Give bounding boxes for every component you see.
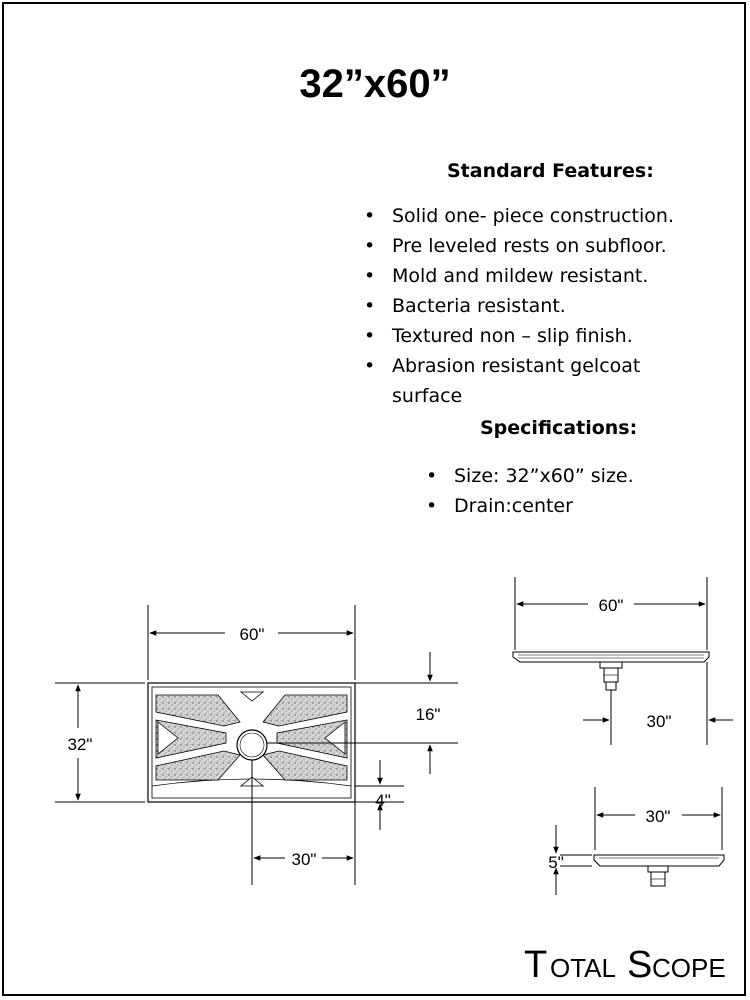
plan-depth-label: 32" — [67, 735, 93, 754]
specifications-heading: Specifications: — [480, 417, 638, 439]
bullet-icon: • — [364, 265, 376, 287]
bullet-icon: • — [426, 495, 438, 517]
feature-item: • Abrasion resistant gelcoat surface — [362, 351, 682, 411]
side-long-width-label: 60" — [598, 596, 624, 615]
side-short-height-label: 5" — [548, 853, 564, 872]
page-title: 32”x60” — [299, 62, 451, 106]
plan-drain-center-label: 30" — [291, 850, 317, 869]
plan-drain-offset-label: 16" — [415, 705, 441, 724]
spec-item: • Size: 32”x60” size. — [424, 461, 724, 491]
feature-item: • Bacteria resistant. — [362, 291, 732, 321]
bullet-icon: • — [364, 295, 376, 317]
plan-width-label: 60" — [239, 625, 265, 644]
bullet-icon: • — [364, 325, 376, 347]
feature-item: • Solid one- piece construction. — [362, 201, 732, 231]
side-view-short-drawing — [548, 787, 724, 895]
plan-width-dimension — [148, 605, 355, 680]
spec-item: • Drain:center — [424, 491, 724, 521]
totalscope-logo — [524, 940, 734, 986]
bullet-icon: • — [364, 235, 376, 257]
svg-text:T: T — [524, 944, 548, 986]
plan-depth-dimension — [55, 683, 145, 802]
svg-text:S: S — [627, 944, 653, 986]
standard-features-heading: Standard Features: — [447, 160, 654, 182]
bullet-icon: • — [364, 205, 376, 227]
feature-item: • Pre leveled rests on subfloor. — [362, 231, 732, 261]
feature-item: • Textured non – slip finish. — [362, 321, 732, 351]
side-long-drain-label: 30" — [646, 712, 672, 731]
bullet-icon: • — [364, 355, 376, 377]
feature-item: • Mold and mildew resistant. — [362, 261, 732, 291]
plan-threshold-label: 4" — [375, 791, 391, 810]
side-view-long-drawing — [513, 577, 733, 745]
svg-text:OTAL: OTAL — [550, 953, 616, 983]
svg-text:COPE: COPE — [652, 953, 726, 983]
side-short-width-label: 30" — [645, 807, 671, 826]
bullet-icon: • — [426, 465, 438, 487]
plan-threshold-dimension — [355, 760, 404, 830]
